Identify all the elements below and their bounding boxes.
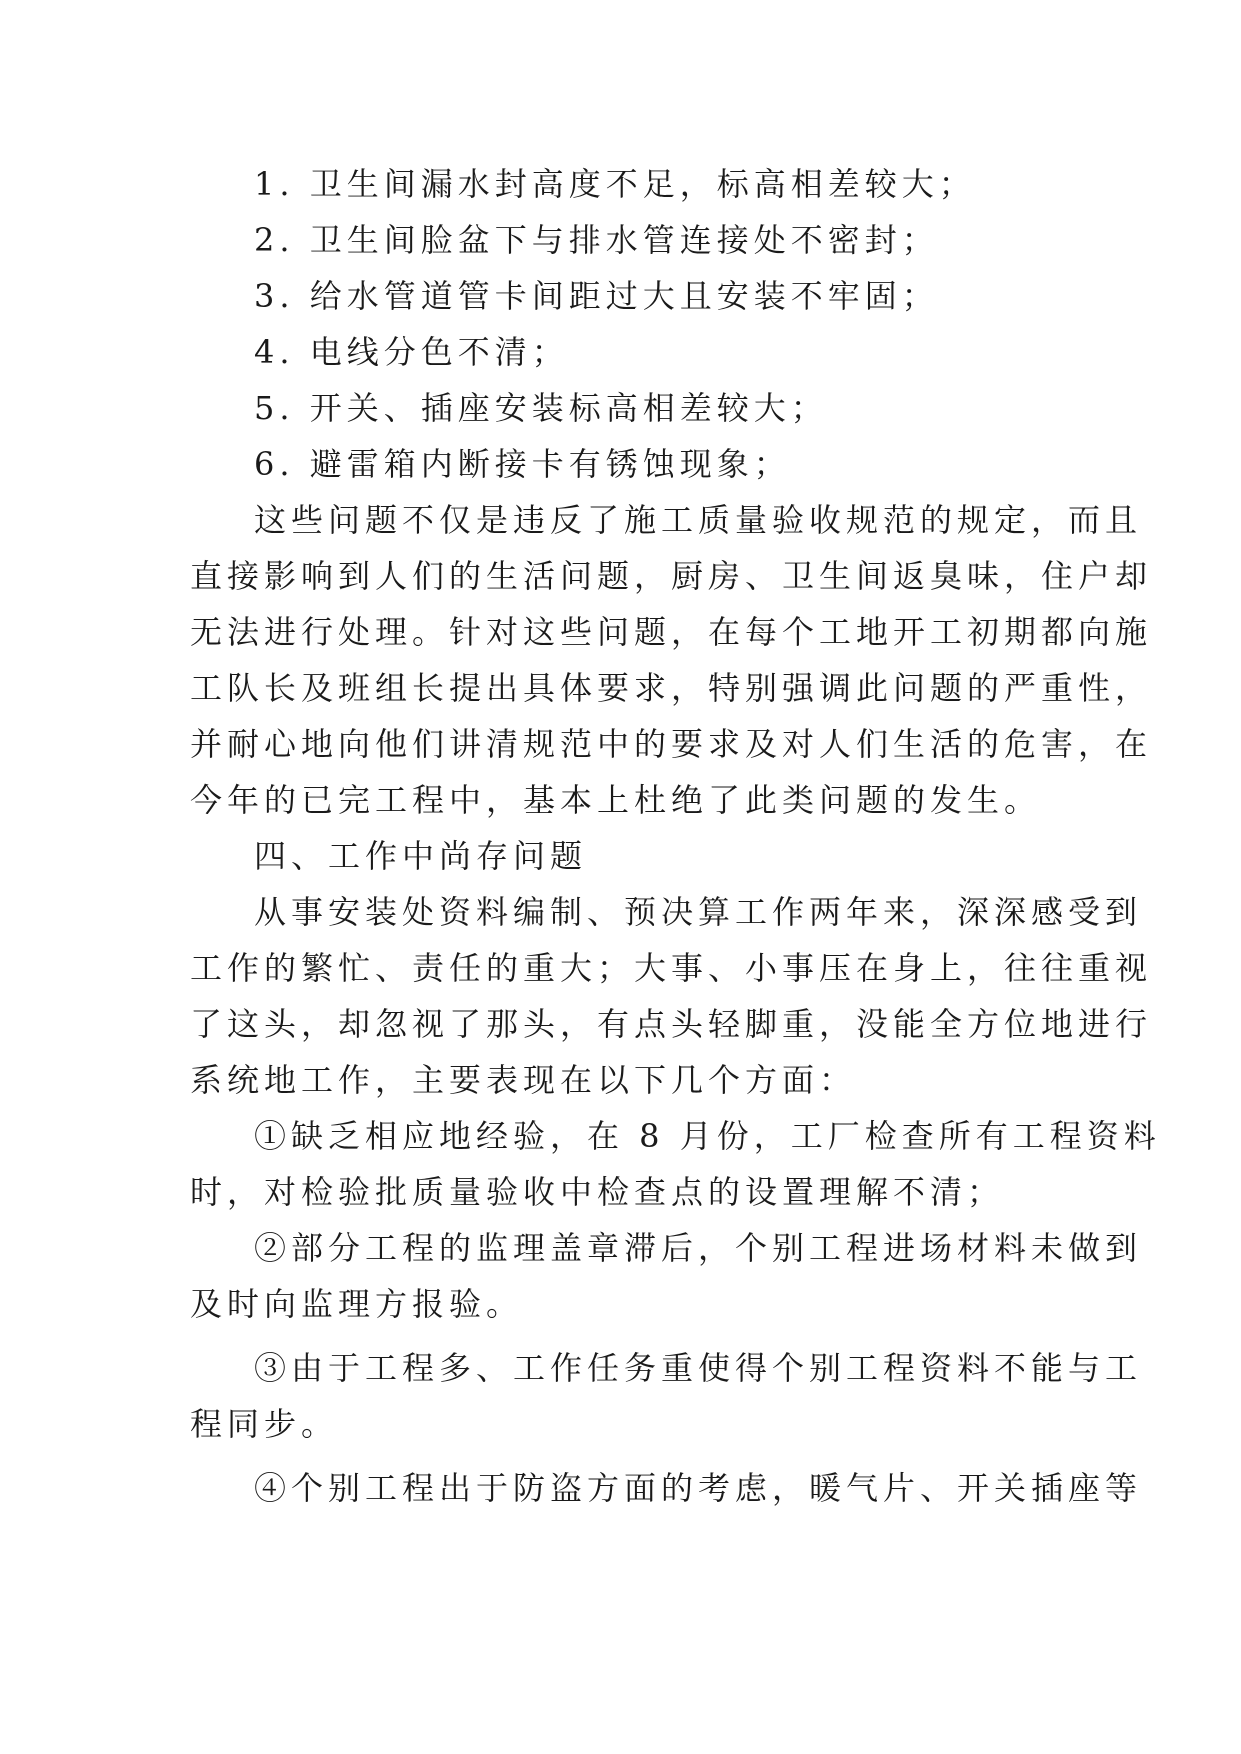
- paragraph-line: 这些问题不仅是违反了施工质量验收规范的规定，而且: [254, 501, 1143, 539]
- problem-item-4: [190, 1460, 1143, 1516]
- problem-item-1: [190, 1108, 1161, 1220]
- paragraph-line: ④个别工程出于防盗方面的考虑，暖气片、开关插座等: [254, 1469, 1143, 1507]
- list-item: 5. 开关、插座安装标高相差较大；: [254, 389, 828, 427]
- paragraph-line: ②部分工程的监理盖章滞后，个别工程进场材料未做到: [254, 1229, 1143, 1267]
- paragraph-line: ③由于工程多、工作任务重使得个别工程资料不能与工: [254, 1349, 1143, 1387]
- paragraph-line: 今年的已完工程中，基本上杜绝了此类问题的发生。: [190, 781, 1042, 819]
- list-item: 1. 卫生间漏水封高度不足，标高相差较大；: [254, 165, 976, 203]
- list-item: 2. 卫生间脸盆下与排水管连接处不密封；: [254, 221, 939, 259]
- paragraph-line: 直接影响到人们的生活问题，厨房、卫生间返臭味，住户却: [190, 557, 1153, 595]
- paragraph-line: 工队长及班组长提出具体要求，特别强调此问题的严重性，: [190, 669, 1153, 707]
- problem-item-2: [190, 1220, 1143, 1332]
- paragraph-line: 系统地工作，主要表现在以下几个方面：: [190, 1061, 857, 1099]
- paragraph-line: 从事安装处资料编制、预决算工作两年来，深深感受到: [254, 893, 1143, 931]
- paragraph-line: 了这头，却忽视了那头，有点头轻脚重，没能全方位地进行: [190, 1005, 1153, 1043]
- section-heading: 四、工作中尚存问题: [254, 837, 588, 875]
- paragraph-problems-impact: [190, 492, 1153, 828]
- paragraph-line: 时，对检验批质量验收中检查点的设置理解不清；: [190, 1173, 1005, 1211]
- paragraph-line: 并耐心地向他们讲清规范中的要求及对人们生活的危害，在: [190, 725, 1153, 763]
- problem-item-3: [190, 1340, 1143, 1452]
- list-item: 4. 电线分色不清；: [254, 333, 569, 371]
- list-item: 3. 给水管道管卡间距过大且安装不牢固；: [254, 277, 939, 315]
- document-body: [190, 156, 1161, 1516]
- paragraph-line: 工作的繁忙、责任的重大；大事、小事压在身上，往往重视: [190, 949, 1153, 987]
- paragraph-line: 程同步。: [190, 1405, 339, 1443]
- paragraph-work-summary: [190, 884, 1153, 1108]
- paragraph-line: ①缺乏相应地经验，在 8 月份，工厂检查所有工程资料: [254, 1117, 1161, 1155]
- paragraph-line: 及时向监理方报验。: [190, 1285, 524, 1323]
- list-item: 6. 避雷箱内断接卡有锈蚀现象；: [254, 445, 791, 483]
- paragraph-line: 无法进行处理。针对这些问题，在每个工地开工初期都向施: [190, 613, 1153, 651]
